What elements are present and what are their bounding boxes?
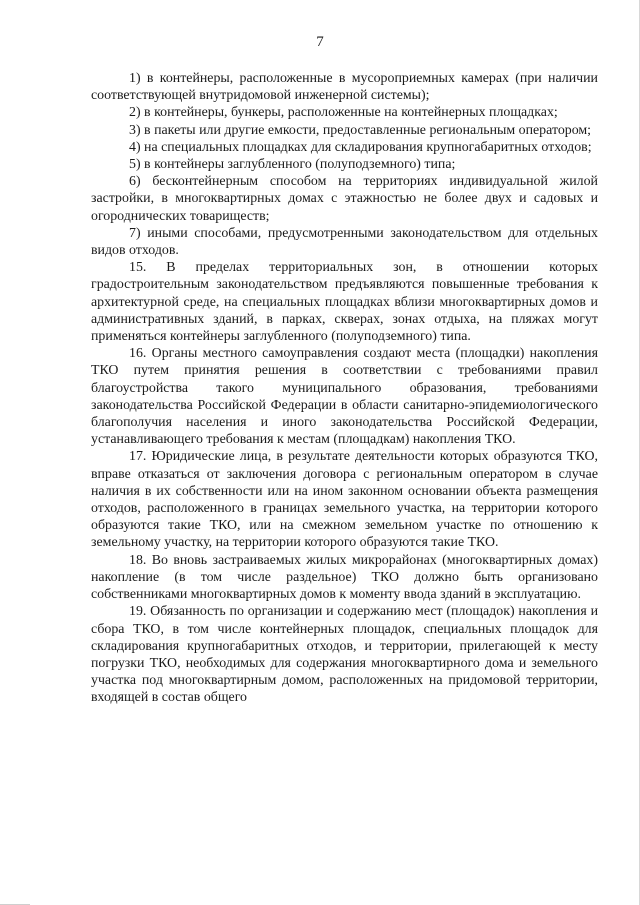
paragraph-item-4: 4) на специальных площадках для складирования крупногабаритных отходов; <box>129 139 592 155</box>
paragraph-15: 15. В пределах территориальных зон, в отношении которых градостроительным законодательством предъявляются повышенные требования к архитектурной среде, на специальных площадках вблизи многоквартирных домов и административных зданий, в парках, скверах, зонах отдыха, на пляжах могут применяться контейнеры заглубленного (полуподземного) типа. <box>91 260 598 345</box>
page-number: 7 <box>316 34 324 50</box>
paragraph-item-2: 2) в контейнеры, бункеры, расположенные на контейнерных площадках; <box>129 105 558 121</box>
paragraph-item-3: 3) в пакеты или другие емкости, предоставленные региональным оператором; <box>129 122 592 138</box>
paragraph-18: 18. Во вновь застраиваемых жилых микрорайонах (многоквартирных домах) накопление (в том числе раздельное) ТКО должно быть организовано собственниками многоквартирных домов к моменту ввода зданий в эксплуатацию. <box>91 552 598 603</box>
paragraph-item-7: 7) иными способами, предусмотренными законодательством для отдельных видов отходов. <box>91 225 598 259</box>
paragraph-item-5: 5) в контейнеры заглубленного (полуподземного) типа; <box>129 157 456 173</box>
document-body <box>91 70 598 707</box>
paragraph-19: 19. Обязанность по организации и содержанию мест (площадок) накопления и сбора ТКО, в том числе контейнерных площадок, специальных площадок для складирования крупногабаритных отходов, и территории, прилегающей к месту погрузки ТКО, необходимых для содержания многоквартирного дома и земельного участка под многоквартирным домом, расположенных на придомовой территории, входящей в состав общего <box>91 604 598 706</box>
paragraph-item-6: 6) бесконтейнерным способом на территориях индивидуальной жилой застройки, в многоквартирных домах с этажностью не более двух и садовых и огороднических товариществ; <box>91 174 598 224</box>
paragraph-16: 16. Органы местного самоуправления создают места (площадки) накопления ТКО путем принятия решения в соответствии с требованиями правил благоустройства такого муниципального образования, требованиями законодательства Российской Федерации в области санитарно-эпидемиологического благополучия населения и иного законодательства Российской Федерации, устанавливающего требования к местам (площадкам) накопления ТКО. <box>91 346 598 448</box>
paragraph-item-1: 1) в контейнеры, расположенные в мусороприемных камерах (при наличии соответствующей внутридомовой инженерной системы); <box>91 71 598 104</box>
paragraph-17: 17. Юридические лица, в результате деятельности которых образуются ТКО, вправе отказаться от заключения договора с региональным оператором в случае наличия в их собственности или на ином законном основании объекта размещения отходов, расположенного в границах земельного участка, на территории которого образуются такие ТКО, или на смежном земельном участке по отношению к земельному участку, на территории которого образуются такие ТКО. <box>91 449 598 551</box>
